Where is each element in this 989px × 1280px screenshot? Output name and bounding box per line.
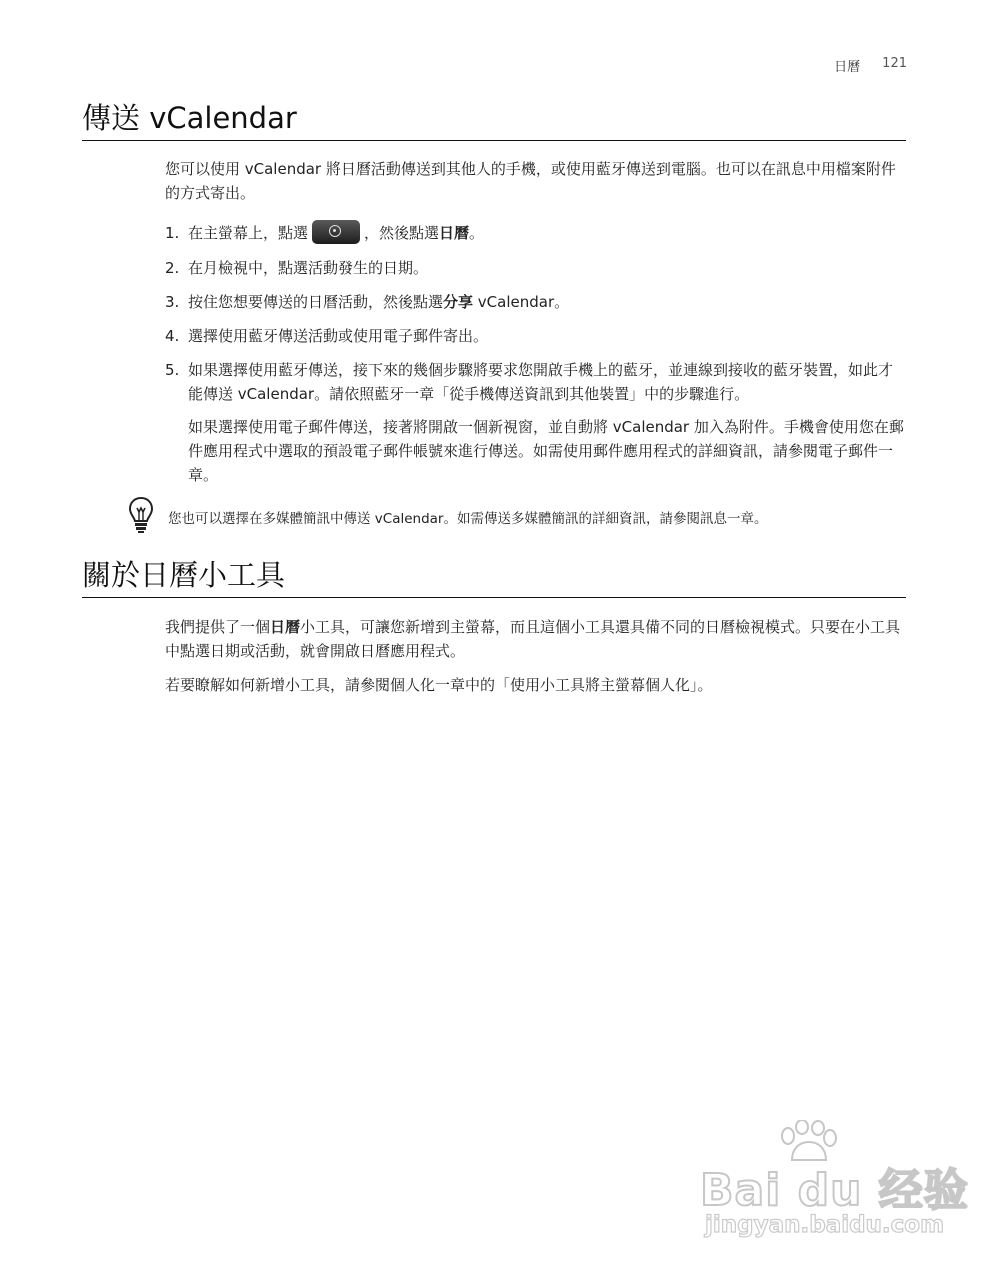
- page-header: [834, 56, 907, 75]
- widget-text: 我們提供了一個: [165, 618, 271, 636]
- section-title-calendar-widget: 關於日曆小工具: [82, 557, 906, 598]
- step-number: 1.: [165, 224, 180, 242]
- watermark-site: jingyan.baidu.com: [705, 1212, 945, 1238]
- step-number: 5.: [165, 360, 180, 379]
- step-text: 在月檢視中，點選活動發生的日期。: [188, 258, 429, 277]
- list-item: [165, 358, 907, 487]
- list-item: [165, 324, 907, 348]
- widget-paragraph: [165, 615, 907, 663]
- lightbulb-icon: [128, 496, 154, 538]
- steps-list: [165, 221, 907, 497]
- tip-note: [128, 496, 908, 538]
- home-button-icon: [312, 220, 360, 244]
- step-bold: 日曆: [439, 224, 470, 242]
- step-text: 選擇使用藍牙傳送活動或使用電子郵件寄出。: [188, 326, 489, 345]
- section-title-send-vcalendar: 傳送 vCalendar: [82, 100, 906, 141]
- widget-paragraph-2: 若要瞭解如何新增小工具，請參閱個人化一章中的「使用小工具將主螢幕個人化」。: [165, 676, 713, 694]
- tip-text: 您也可以選擇在多媒體簡訊中傳送 vCalendar。如需傳送多媒體簡訊的詳細資訊，請參閱訊息一章。: [168, 511, 768, 527]
- step-text: 如果選擇使用藍牙傳送，接下來的幾個步驟將要求您開啟手機上的藍牙，並連線到接收的藍牙裝置，如此才能傳送 vCalendar。請依照藍牙一章「從手機傳送資訊到其他裝置」中的步驟進行。: [188, 360, 894, 403]
- step-bold: 分享: [443, 292, 474, 311]
- step-text-2: 如果選擇使用電子郵件傳送，接著將開啟一個新視窗，並自動將 vCalendar 加入為附件。手機會使用您在郵件應用程式中選取的預設電子郵件帳號來進行傳送。如需使用郵件應用程式的詳細資訊，請參閱電子郵件一章。: [188, 417, 904, 484]
- widget-bold: 日曆: [270, 618, 301, 636]
- step-number: 2.: [165, 258, 180, 277]
- widget-text: 小工具，可讓您新增到主螢幕，而且這個小工具還具備不同的日曆檢視模式。只要在小工具中點選日期或活動，就會開啟日曆應用程式。: [165, 618, 901, 660]
- step-number: 4.: [165, 326, 180, 345]
- step-text: 在主螢幕上，點選: [188, 224, 309, 242]
- step-number: 3.: [165, 292, 180, 311]
- list-item: [165, 290, 907, 314]
- chapter-label: 日曆: [834, 60, 861, 75]
- step-text: 。: [469, 224, 485, 242]
- step-text: 按住您想要傳送的日曆活動，然後點選: [188, 292, 444, 311]
- watermark-logo: Bai du 经验: [700, 1165, 969, 1216]
- baidu-watermark: [700, 1120, 969, 1250]
- page-number: 121: [882, 56, 907, 71]
- list-item: [165, 256, 907, 280]
- step-text: vCalendar。: [473, 292, 570, 311]
- step-text: ，然後點選: [364, 224, 440, 242]
- list-item: [165, 221, 907, 246]
- intro-paragraph: 您可以使用 vCalendar 將日曆活動傳送到其他人的手機，或使用藍牙傳送到電腦。也可以在訊息中用檔案附件的方式寄出。: [165, 160, 896, 202]
